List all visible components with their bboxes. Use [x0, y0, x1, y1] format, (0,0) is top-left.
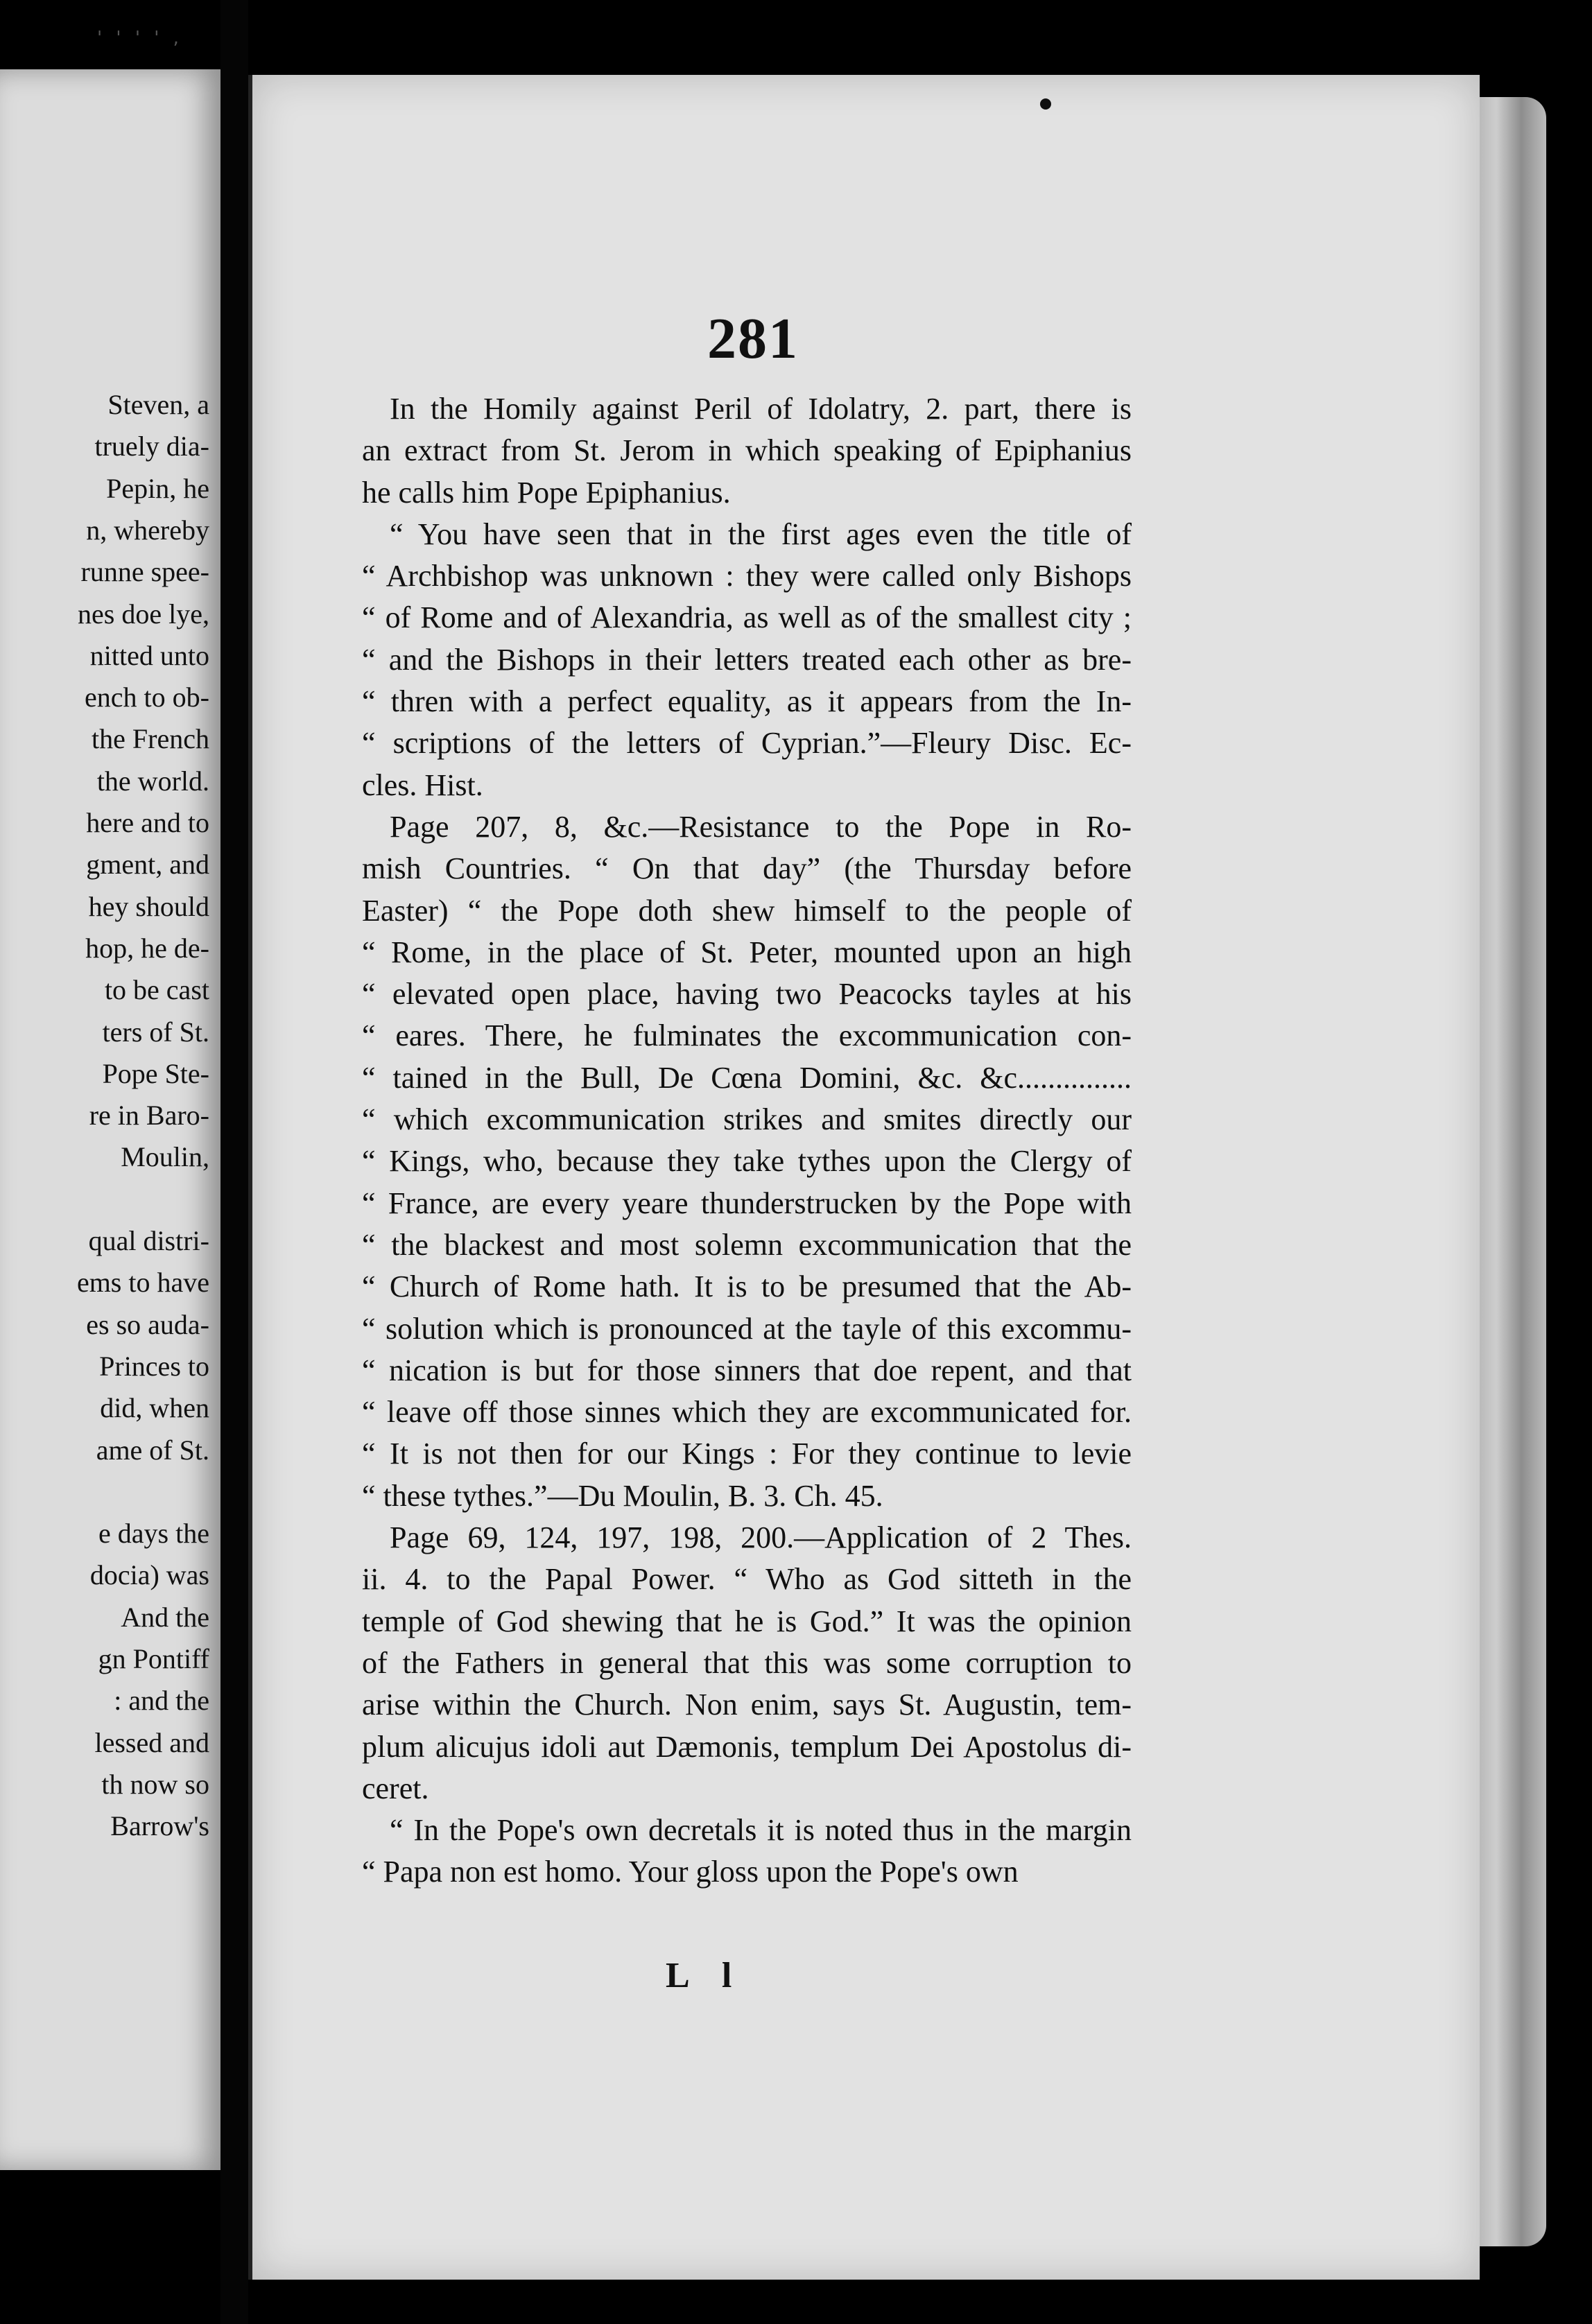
left-page-line: e days the — [98, 1518, 209, 1550]
text-line: ii. 4. to the Papal Power. “ Who as God sitteth in the — [362, 1562, 1132, 1597]
left-page-line: runne spee- — [80, 556, 209, 588]
left-page-line: Pepin, he — [106, 472, 209, 504]
text-line: Easter) “ the Pope doth shew himself to the people of — [362, 893, 1132, 928]
left-page-line: : and the — [114, 1685, 209, 1717]
left-page-line: es so auda- — [86, 1308, 209, 1340]
left-page-line: gment, and — [86, 849, 209, 881]
left-page-line: Moulin, — [121, 1141, 209, 1173]
left-facing-page — [0, 69, 220, 2170]
left-page-line: n, whereby — [86, 514, 209, 546]
text-line: Page 207, 8, &c.—Resistance to the Pope in Ro- — [390, 809, 1132, 844]
text-line: In the Homily against Peril of Idolatry, 2. part, there is — [390, 392, 1132, 426]
text-line: of the Fathers in general that this was some corruption to — [362, 1645, 1132, 1680]
left-page-line: th now so — [101, 1768, 209, 1800]
left-page-line: re in Baro- — [89, 1100, 209, 1131]
text-line: arise within the Church. Non enim, says St. Augustin, tem- — [362, 1688, 1132, 1722]
text-line: “ Kings, who, because they take tythes upon the Clergy of — [362, 1144, 1132, 1179]
left-page-line: And the — [121, 1601, 209, 1633]
text-line: an extract from St. Jerom in which speaking of Epiphanius — [362, 433, 1132, 468]
text-line: “ Papa non est homo. Your gloss upon the Pope's own — [362, 1855, 1019, 1889]
text-line: “ Church of Rome hath. It is to be presumed that the Ab- — [362, 1269, 1132, 1304]
text-line: “ In the Pope's own decretals it is noted thus in the margin — [390, 1813, 1132, 1848]
text-line: “ and the Bishops in their letters treated each other as bre- — [362, 642, 1132, 677]
book-gutter — [220, 0, 248, 2324]
text-line: “ which excommunication strikes and smites directly our — [362, 1102, 1132, 1137]
text-line: “ scriptions of the letters of Cyprian.”—Fleury Disc. Ec- — [362, 726, 1132, 761]
text-line: “ France, are every yeare thunderstrucken by the Pope with — [362, 1186, 1132, 1220]
left-page-line: nes doe lye, — [78, 598, 209, 630]
left-page-line: here and to — [86, 807, 209, 838]
left-page-line: lessed and — [94, 1726, 209, 1758]
left-page-line: docia) was — [89, 1559, 209, 1591]
text-line: he calls him Pope Epiphanius. — [362, 475, 731, 510]
left-page-line: nitted unto — [89, 639, 209, 671]
left-page-line: ters of St. — [102, 1016, 209, 1048]
left-page-line: Pope Ste- — [102, 1057, 209, 1089]
left-page-line: ench to ob- — [85, 682, 209, 713]
left-page-line: Barrow's — [110, 1810, 209, 1842]
text-line: “ Archbishop was unknown : they were called only Bishops — [362, 559, 1132, 593]
page-body-text — [362, 388, 1132, 1893]
left-page-line: to be cast — [104, 974, 209, 1006]
scan-mark: ' ' ' ' , — [97, 28, 183, 49]
left-page-line: Princes to — [99, 1350, 209, 1382]
text-line: ceret. — [362, 1771, 429, 1805]
text-line: “ solution which is pronounced at the tayle of this excommu- — [362, 1311, 1132, 1346]
text-line: “ tained in the Bull, De Cœna Domini, &c. &c............... — [362, 1060, 1132, 1095]
text-line: mish Countries. “ On that day” (the Thursday before — [362, 851, 1132, 886]
text-line: “ the blackest and most solemn excommunication that the — [362, 1227, 1132, 1262]
left-page-line: hey should — [88, 890, 209, 922]
text-line: “ thren with a perfect equality, as it appears from the In- — [362, 684, 1132, 719]
text-line: “ eares. There, he fulminates the excommunication con- — [362, 1018, 1132, 1053]
text-line: “ You have seen that in the first ages even the title of — [390, 517, 1132, 551]
left-page-line: hop, he de- — [85, 932, 209, 964]
text-line: plum alicujus idoli aut Dæmonis, templum Dei Apostolus di- — [362, 1729, 1132, 1764]
left-page-line: Steven, a — [107, 389, 209, 420]
page-number: 281 — [707, 306, 799, 371]
left-page-line: the French — [92, 723, 209, 755]
left-page-line: the world. — [96, 765, 209, 797]
text-line: “ of Rome and of Alexandria, as well as of the smallest city ; — [362, 600, 1132, 635]
signature-mark: L l — [666, 1956, 745, 1995]
ink-spot — [1040, 98, 1051, 110]
text-line: temple of God shewing that he is God.” It was the opinion — [362, 1604, 1132, 1638]
left-page-line: gn Pontiff — [98, 1643, 209, 1674]
text-line: cles. Hist. — [362, 768, 483, 802]
text-line: “ Rome, in the place of St. Peter, mounted upon an high — [362, 935, 1132, 969]
left-page-line: ems to have — [76, 1267, 209, 1299]
text-line: “ It is not then for our Kings : For they continue to levie — [362, 1437, 1132, 1471]
left-page-line: qual distri- — [88, 1225, 209, 1256]
text-line: “ these tythes.”—Du Moulin, B. 3. Ch. 45. — [362, 1478, 883, 1513]
left-page-line: did, when — [100, 1392, 209, 1424]
text-line: “ leave off those sinnes which they are excommunicated for. — [362, 1395, 1132, 1430]
left-page-line: ame of St. — [96, 1434, 209, 1466]
text-line: “ nication is but for those sinners that doe repent, and that — [362, 1353, 1132, 1387]
text-line: “ elevated open place, having two Peacocks tayles at his — [362, 977, 1132, 1012]
left-page-line: truely dia- — [94, 431, 209, 462]
text-line: Page 69, 124, 197, 198, 200.—Application of 2 Thes. — [390, 1520, 1132, 1555]
